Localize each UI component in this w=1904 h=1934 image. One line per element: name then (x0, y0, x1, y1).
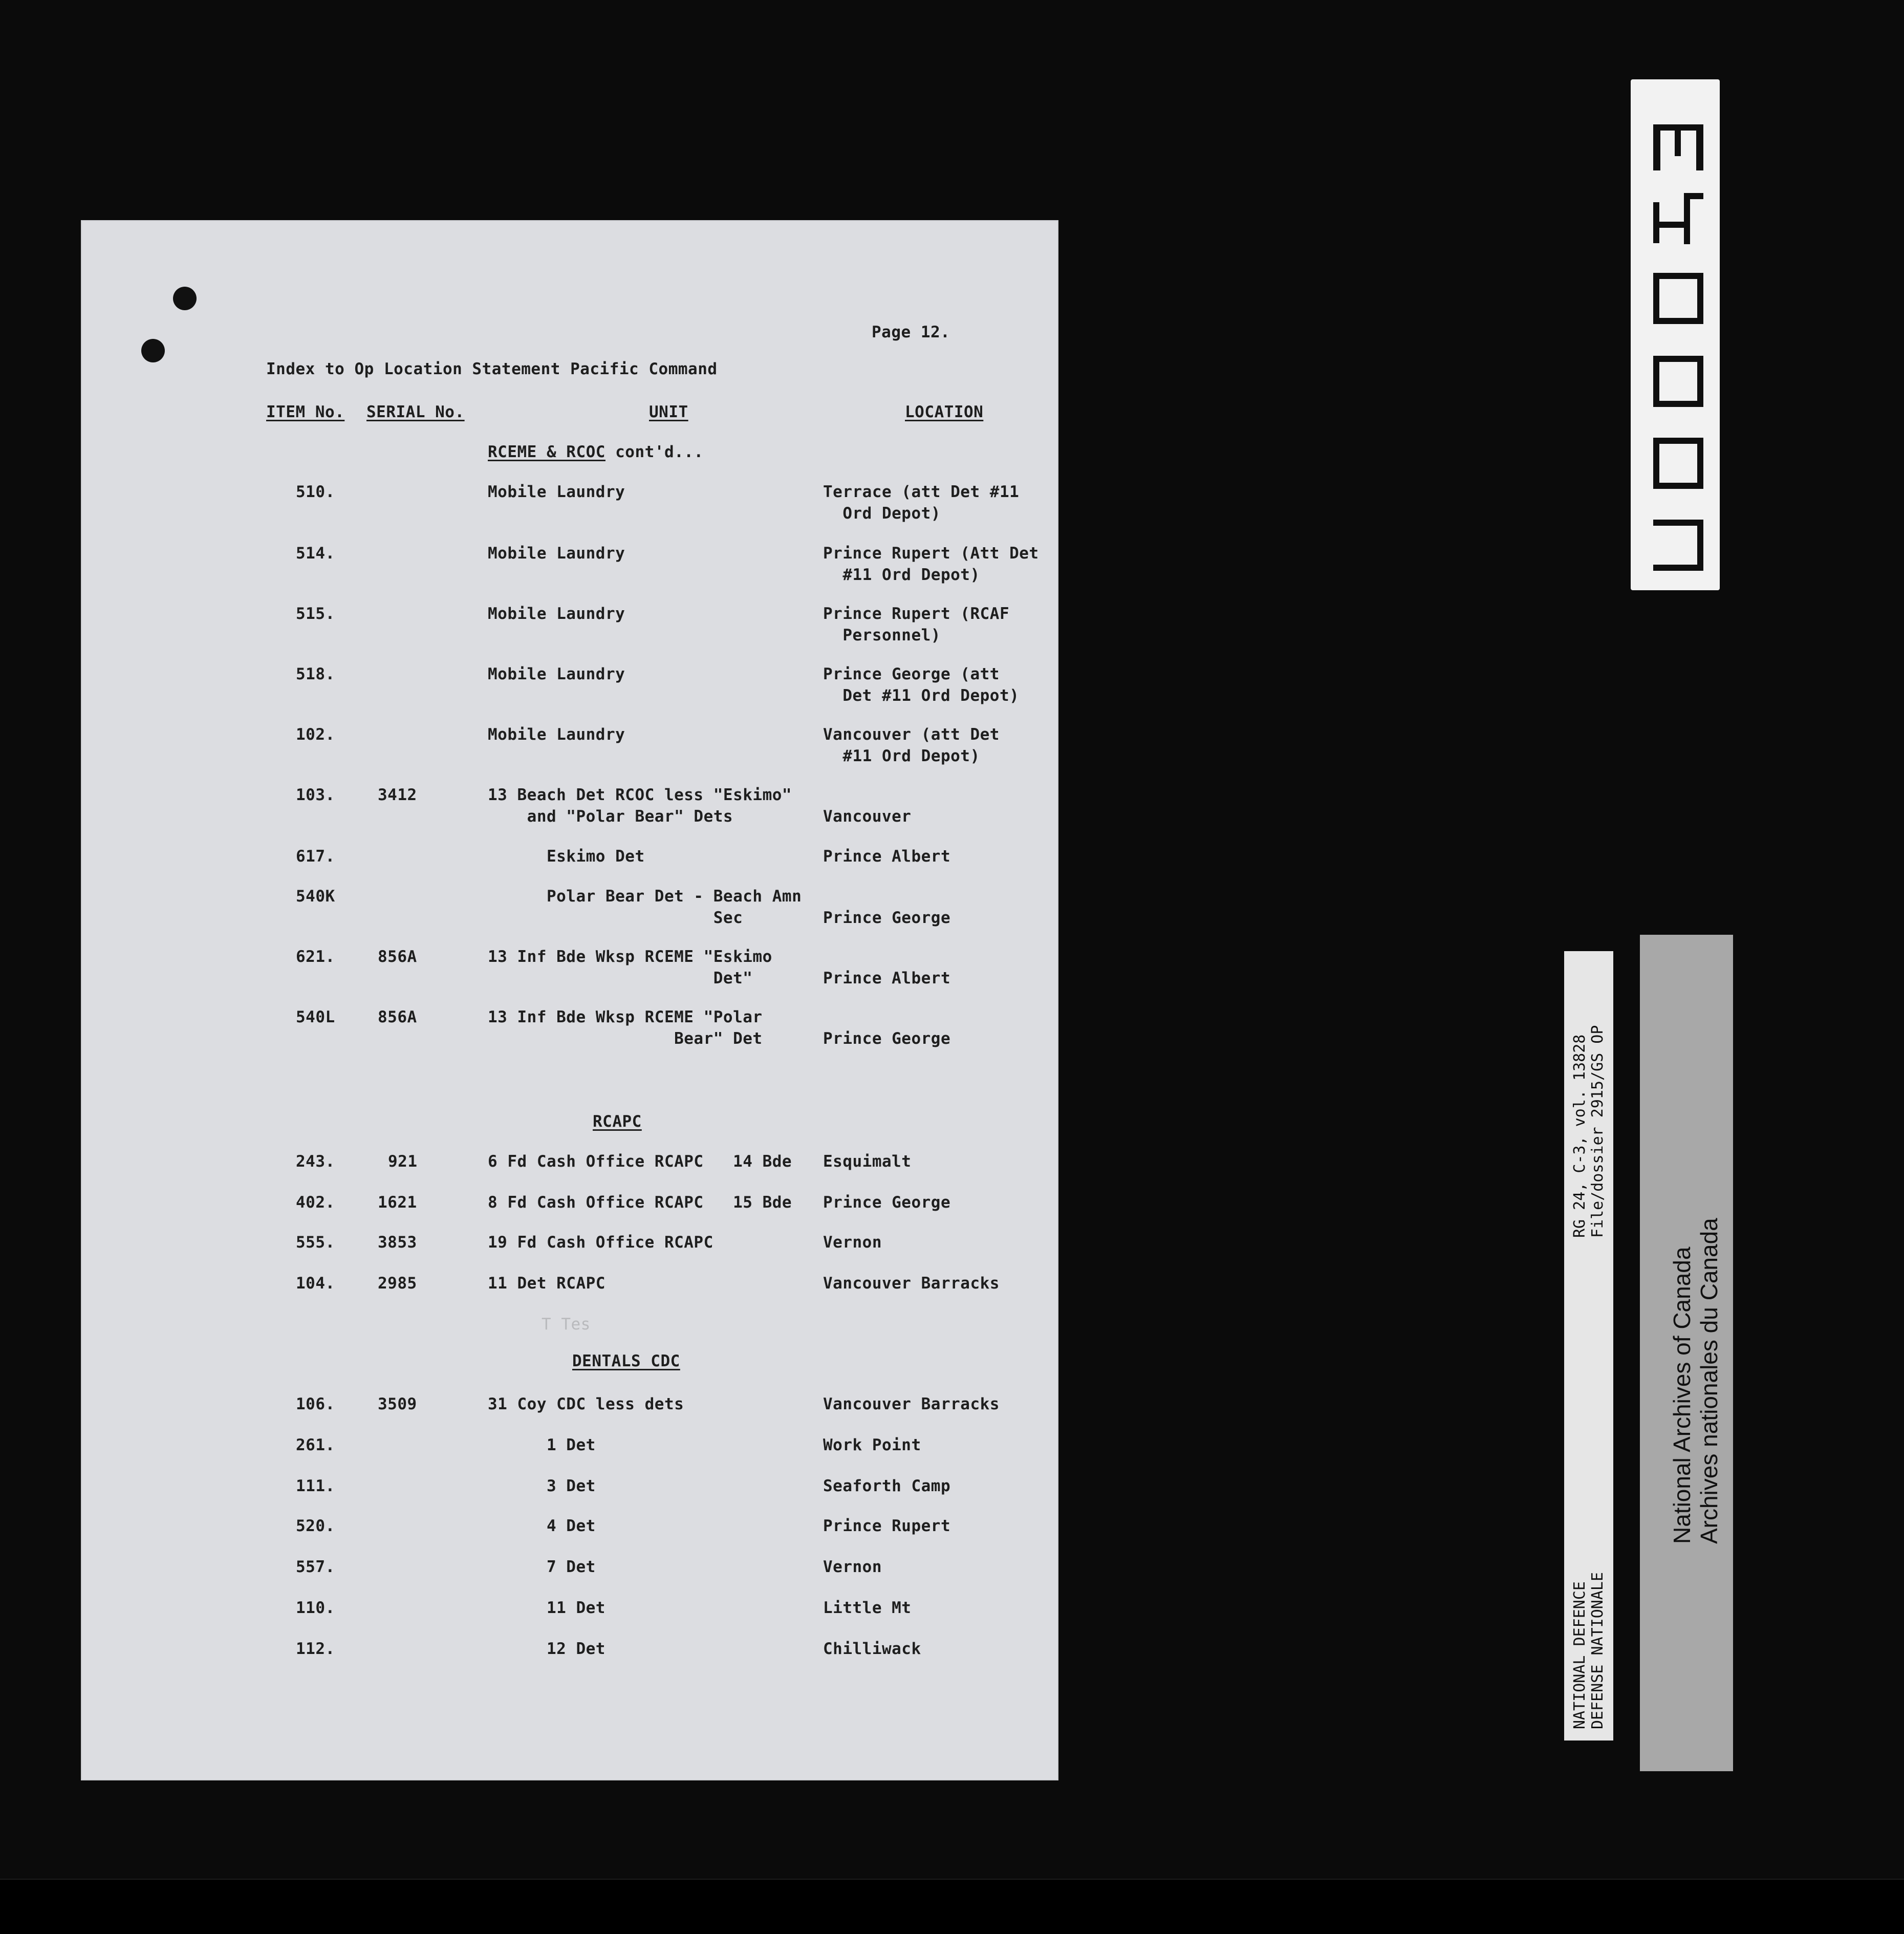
faint-mark: T Tes (542, 1315, 591, 1334)
location-name: Chilliwack (823, 1640, 921, 1658)
unit-name: Mobile Laundry (488, 605, 625, 623)
frame-number-tag (1631, 79, 1720, 590)
location-name: Vernon (823, 1233, 882, 1252)
item-number: 555. (296, 1233, 335, 1252)
national-archives-text: National Archives of Canada Archives nationales du Canada (1669, 1218, 1722, 1544)
serial-number: 1621 (378, 1193, 417, 1212)
location-name: Vancouver Barracks (823, 1274, 1000, 1293)
national-defence-label (1564, 951, 1613, 1740)
section-heading-dental: DENTALS CDC (572, 1352, 680, 1370)
punch-hole (173, 287, 197, 310)
unit-name: Polar Bear Det - Beach Amn Sec (546, 887, 802, 927)
item-number: 510. (296, 483, 335, 501)
serial-number: 3412 (378, 786, 417, 804)
location-name: Vancouver (att Det #11 Ord Depot) (823, 725, 1000, 765)
item-number: 103. (296, 786, 335, 804)
page-number: Page 12. (872, 323, 950, 341)
location-name: Prince Rupert (RCAF Personnel) (823, 605, 1010, 644)
item-number: 557. (296, 1558, 335, 1576)
serial-number: 856A (378, 1008, 417, 1026)
section-heading-rceme (488, 441, 704, 463)
archival-reference-text: RG 24, C-3, vol. 13828 File/dossier 2915/GS OP (1571, 1025, 1607, 1238)
item-number: 617. (296, 847, 335, 866)
location-name: Vancouver Barracks (823, 1395, 1000, 1413)
item-number: 540L (296, 1008, 335, 1026)
unit-name: Eskimo Det (488, 847, 645, 866)
serial-number: 856A (378, 948, 417, 966)
item-number: 540K (296, 887, 335, 906)
header-unit: UNIT (649, 403, 688, 421)
location-name: Seaforth Camp (823, 1477, 951, 1495)
header-location: LOCATION (905, 403, 984, 421)
unit-name: Mobile Laundry (488, 665, 625, 683)
item-number: 514. (296, 544, 335, 563)
item-number: 112. (296, 1640, 335, 1658)
header-serial: SERIAL No. (366, 403, 465, 421)
frame-number-digits (1631, 79, 1720, 590)
unit-name: 7 Det (488, 1558, 596, 1576)
location-name: Prince Rupert (823, 1517, 951, 1535)
unit-name: 11 Det RCAPC (488, 1274, 605, 1293)
location-name: Prince George (att Det #11 Ord Depot) (823, 665, 1020, 705)
unit-name: 13 Beach Det RCOC less "Eskimo" and "Polar Bear" Dets (488, 786, 792, 826)
section-heading-rceme-suffix: cont'd... (605, 443, 704, 461)
film-bottom-strip (0, 1879, 1904, 1934)
unit-name: 13 Inf Bde Wksp RCEME "Polar Bear" Det (488, 1008, 763, 1048)
item-number: 621. (296, 948, 335, 966)
item-number: 111. (296, 1477, 335, 1495)
serial-number: 3853 (378, 1233, 417, 1252)
section-heading-rcapc: RCAPC (593, 1112, 642, 1131)
item-number: 518. (296, 665, 335, 683)
document-page (81, 220, 1058, 1780)
serial-number: 3509 (378, 1395, 417, 1413)
punch-hole (141, 339, 165, 362)
unit-name: 3 Det (488, 1477, 596, 1495)
section-heading-rceme-label: RCEME & RCOC (488, 443, 605, 461)
unit-name: 8 Fd Cash Office RCAPC 15 Bde (488, 1193, 792, 1212)
unit-name: 6 Fd Cash Office RCAPC 14 Bde (488, 1152, 792, 1171)
item-number: 243. (296, 1152, 335, 1171)
item-number: 515. (296, 605, 335, 623)
unit-name: 4 Det (488, 1517, 596, 1535)
item-number: 402. (296, 1193, 335, 1212)
item-number: 110. (296, 1599, 335, 1617)
unit-name: 11 Det (488, 1599, 605, 1617)
location-name: Little Mt (823, 1599, 912, 1617)
unit-name: 12 Det (488, 1640, 605, 1658)
unit-name: Mobile Laundry (488, 483, 625, 501)
location-name: Vernon (823, 1558, 882, 1576)
location-name: Prince Albert (823, 847, 951, 866)
unit-name: Mobile Laundry (488, 544, 625, 563)
serial-number: 921 (388, 1152, 418, 1171)
location-name: Prince George (823, 1193, 951, 1212)
location-name: Work Point (823, 1436, 921, 1454)
header-item: ITEM No. (266, 403, 345, 421)
location-name: Prince George (823, 1029, 951, 1048)
item-number: 261. (296, 1436, 335, 1454)
unit-name: 31 Coy CDC less dets (488, 1395, 684, 1413)
national-defence-text: NATIONAL DEFENCE DEFENSE NATIONALE (1571, 1572, 1607, 1729)
unit-name: 13 Inf Bde Wksp RCEME "Eskimo Det" (488, 948, 772, 987)
unit-name: 19 Fd Cash Office RCAPC (488, 1233, 713, 1252)
item-number: 106. (296, 1395, 335, 1413)
location-name: Prince Albert (823, 969, 951, 987)
serial-number: 2985 (378, 1274, 417, 1293)
unit-name: Mobile Laundry (488, 725, 625, 744)
item-number: 520. (296, 1517, 335, 1535)
national-archives-label (1640, 935, 1733, 1771)
location-name: Prince George (823, 909, 951, 927)
unit-name: 1 Det (488, 1436, 596, 1454)
location-name: Vancouver (823, 807, 912, 826)
location-name: Esquimalt (823, 1152, 912, 1171)
location-name: Prince Rupert (Att Det #11 Ord Depot) (823, 544, 1039, 584)
location-name: Terrace (att Det #11 Ord Depot) (823, 483, 1020, 523)
document-title: Index to Op Location Statement Pacific Command (266, 360, 718, 378)
item-number: 102. (296, 725, 335, 744)
item-number: 104. (296, 1274, 335, 1293)
